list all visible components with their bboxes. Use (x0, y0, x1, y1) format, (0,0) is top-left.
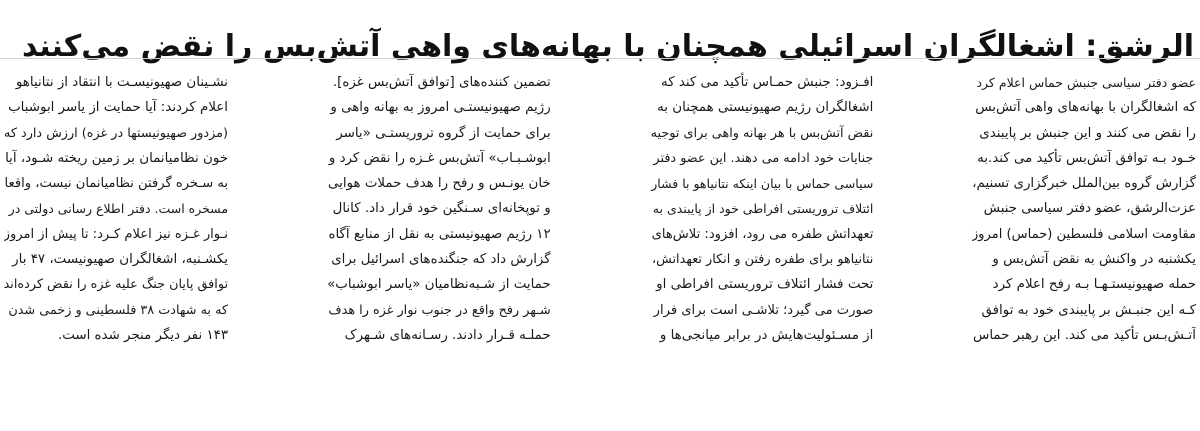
article-line: توافق پایان جنگ علیه غزه را نقض کرده‌اند (4, 277, 229, 293)
article-column-4 (4, 70, 228, 430)
article-line: اعلام کردند: آیا حمایت از یاسر ابوشباب (8, 100, 229, 116)
article-line: مسخره است. دفتر اطلاع رسانی دولتی در (8, 201, 229, 217)
article-line: حملـه قـرار دادند. رسـانه‌های شـهرک (344, 327, 551, 343)
article-column-3 (327, 70, 551, 430)
article-line: خون نظامیانمان بر زمین ریخته شـود، آیا (5, 150, 229, 166)
article-line: صورت می گیرد؛ تلاشـی است برای فرار (653, 302, 874, 318)
article-line: نـوار غـزه نیز اعلام کـرد: تا پیش از امروز (4, 226, 229, 242)
article-line: برای حمایت از گروه تروریستـی «یاسر (336, 125, 551, 141)
article-line: یکشـنبه، اشغالگران صهیونیست، ۴۷ بار (12, 252, 229, 268)
article-line: گزارش گروه بین‌الملل خبرگزاری تسنیم، (972, 176, 1196, 192)
article-line: ائتلاف تروریستی افراطی خود از پایبندی به (652, 201, 874, 217)
article-column-2 (649, 70, 873, 430)
article-line: و توپخانه‌ای سـنگین خود قرار داد. کانال (332, 201, 551, 217)
article-line: که به شهادت ۳۸ فلسطینی و زخمی شدن (8, 302, 229, 318)
article-line: نقض آتش‌بس با هر بهانه واهی برای توجیه (650, 125, 874, 141)
headline-divider (0, 58, 1200, 59)
article-line: ۱۲ رژیم صهیونیستی به نقل از منابع آگاه (328, 226, 551, 242)
article-column-1 (972, 70, 1196, 430)
article-line: ۱۴۳ نفر دیگر منجر شده است. (57, 327, 229, 343)
article-line: تعهداتش طفره می رود، افزود: تلاش‌های (651, 226, 874, 242)
article-line: تحت فشار ائتلاف تروریستی افراطی او (656, 277, 874, 293)
article-line: تضمین کننده‌های [توافق آتش‌بس غزه]. (332, 75, 551, 90)
headline: الرشق: اشغالگران اسرائیلی همچنان با بهانه‌های واهی آتش‌بس را نقض می‌کنند (21, 29, 1194, 65)
article-line: حمایت از شـبه‌نظامیان «یاسر ابوشباب» (327, 277, 551, 293)
article-line: رژیم صهیونیستـی امروز به بهانه واهی و (330, 100, 551, 116)
article-line: جنایات خود ادامه می دهند. این عضو دفتر (653, 150, 874, 166)
article-line: نتانیاهو برای طفره رفتن و انکار تعهداتش، (652, 252, 874, 268)
article-line: از مسـئولیت‌هایش در برابر میانجی‌ها و (659, 327, 874, 343)
article-line: آتـش‌بـس تأکید می کند. این رهبر حماس (972, 327, 1196, 343)
article-line: عزت‌الرشق، عضو دفتر سیاسی جنبش (983, 201, 1196, 217)
article-line: سیاسی حماس با بیان اینکه نتانیاهو با فشار (651, 176, 874, 192)
article-line: شـهر رفح واقع در جنوب نوار غزه را هدف (328, 302, 551, 318)
article-line: یکشنبه در واکنش به نقض آتش‌بس و (992, 252, 1196, 268)
article-line: را نقض می کنند و این جنبش بر پایبندی (979, 125, 1196, 141)
article-line: نشـینان صهیونیسـت با انتقاد از نتانیاهو (15, 75, 229, 90)
article-line: خـود بـه توافق آتش‌بس تأکید می کند.به (977, 150, 1196, 166)
article-line: افـزود: جنبش حمـاس تأکید می کند که (661, 75, 874, 90)
article-columns (4, 70, 1196, 430)
article-line: (مزدور صهیونیستها در غزه) ارزش دارد که (4, 125, 229, 141)
article-line: گزارش داد که جنگنده‌های اسرائیل برای (331, 252, 551, 268)
article-line: خان یونـس و رفح را هدف حملات هوایی (327, 176, 551, 192)
article-line: عضو دفتر سیاسی جنبش حماس اعلام کرد (976, 75, 1196, 90)
article-line: به سـخره گرفتن نظامیانمان نیست، واقعا (4, 176, 229, 192)
article-line: اشغالگران رژیم صهیونیستی همچنان به (657, 100, 874, 116)
article-line: حمله صهیونیستـهـا بـه رفح اعلام کرد (992, 277, 1196, 293)
article-line: که اشغالگران با بهانه‌های واهی آتش‌بس (975, 100, 1196, 116)
article-line: مقاومت اسلامی فلسطین (حماس) امروز (972, 226, 1196, 242)
article-line: کـه این جنبـش بر پایبندی خود به توافق (981, 302, 1196, 318)
article-line: ابوشـبـاب» آتش‌بس غـزه را نقض کرد و (328, 150, 551, 166)
